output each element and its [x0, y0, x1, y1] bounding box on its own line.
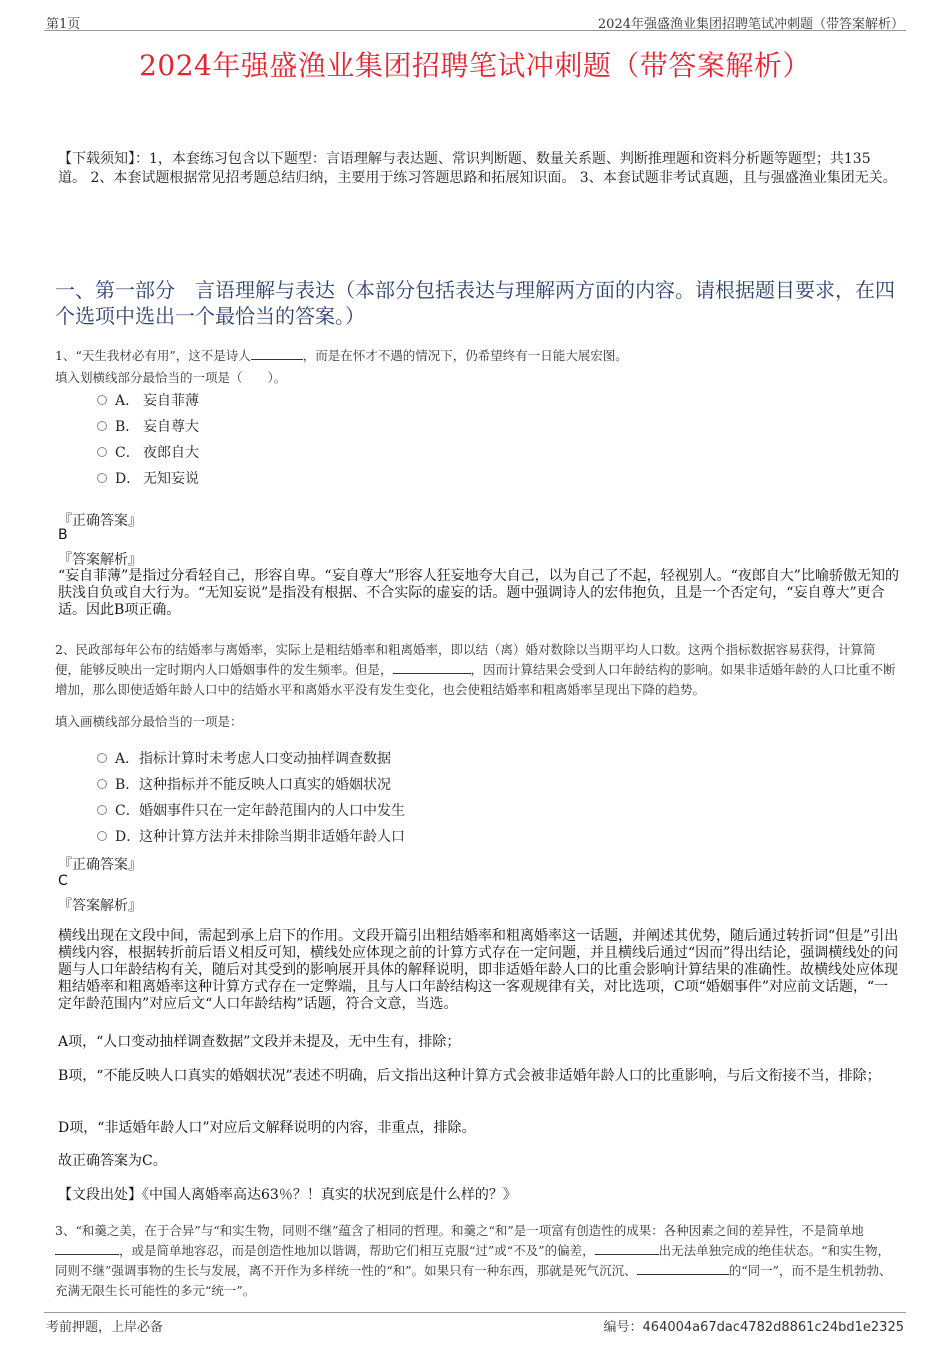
answer-blank — [637, 1262, 729, 1275]
radio-icon[interactable] — [97, 421, 107, 431]
q2-analysis-paragraph: 横线出现在文段中间，需起到承上启下的作用。文段开篇引出粗结婚率和粗离婚率这一话题，并阐述其优势，随后通过转折词“但是”引出横线内容，根据转折前后语义相反可知，横线处应体现之前的计算方式存在一定问题，并且横线后通过“因而”得出结论，强调横线处的问题与人口年龄结构有关，随后对其受到的影响展开具体的解释说明，即非适婚年龄人口的比重会影响计算结果的准确性。故横线处应体现粗结婚率和粗离婚率这种计算方式存在一定弊端，且与人口年龄结构这一客观规律有关，对比选项，C项“婚姻事件”对应前文话题，“一定年龄范围内”对应后文“人口年龄结构”话题，符合文意，当选。 — [58, 928, 899, 1012]
page-number: 第1页 — [46, 17, 81, 32]
q2-answer-label: 『正确答案』 — [58, 857, 142, 873]
download-notice: 【下载须知】：1，本套练习包含以下题型：言语理解与表达题、常识判断题、数量关系题、判断推理题和资料分析题等题型；共135道。 2、本套试题根据常见招考题总结归纳，主要用于练习答题思路和拓展知识面。 3、本套试题非考试真题，且与强盛渔业集团无关。 — [58, 151, 897, 186]
q2-option-d[interactable]: D．这种计算方法并未排除当期非适婚年龄人口 — [97, 826, 405, 846]
q2-analysis-option-a: A项，“人口变动抽样调查数据”文段并未提及，无中生有，排除； — [58, 1034, 461, 1050]
header-doc-title: 2024年强盛渔业集团招聘笔试冲刺题（带答案解析） — [597, 17, 904, 32]
q2-option-a[interactable]: A．指标计算时未考虑人口变动抽样调查数据 — [97, 748, 391, 768]
document-title: 2024年强盛渔业集团招聘笔试冲刺题（带答案解析） — [139, 49, 811, 82]
q2-answer: C — [58, 873, 68, 889]
q2-analysis-label: 『答案解析』 — [58, 898, 142, 914]
page-footer — [44, 1312, 906, 1333]
radio-icon[interactable] — [97, 805, 107, 815]
q1-answer-label: 『正确答案』 — [58, 513, 142, 529]
question-1-stem: 1、“天生我材必有用”，这不是诗人 ，而是在怀才不遇的情况下，仍希望终有一日能大展宏图。 — [55, 348, 628, 363]
question-3-stem: 3、“和羹之美，在于合异”与“和实生物，同则不继”蕴含了相同的哲理。和羹之“和”是一项富有创造性的成果：各种因素之间的差异性，不是简单地，或是简单地容忍，而是创造性地加以谐调，帮助它们相互克服“过”或“不及”的偏差， 出无法单独完成的绝佳状态。“和实生物，同则不继”强调事物的生长与发展，离不开作为多样统一性的“和”。如果只有一种东西，那就是死气沉沉、 的“同一”，而不是生机勃勃、充满无限生长可能性的多元“统一”。 — [55, 1223, 892, 1298]
radio-icon[interactable] — [97, 753, 107, 763]
radio-icon[interactable] — [97, 447, 107, 457]
q1-option-d[interactable]: D． 无知妄说 — [97, 468, 199, 488]
question-1-prompt: 填入划横线部分最恰当的一项是（ ）。 — [55, 370, 287, 385]
page-header — [44, 10, 906, 31]
answer-blank — [393, 661, 471, 674]
question-2-prompt: 填入画横线部分最恰当的一项是： — [55, 714, 243, 729]
answer-blank — [55, 1242, 119, 1255]
footer-slogan: 考前押题，上岸必备 — [46, 1320, 164, 1335]
q1-option-b[interactable]: B． 妄自尊大 — [97, 416, 199, 436]
q1-answer: B — [58, 527, 68, 543]
q2-option-c[interactable]: C．婚姻事件只在一定年龄范围内的人口中发生 — [97, 800, 405, 820]
q2-source: 【文段出处】《中国人离婚率高达63％？！真实的状况到底是什么样的？》 — [58, 1187, 517, 1203]
q2-option-b[interactable]: B．这种指标并不能反映人口真实的婚姻状况 — [97, 774, 391, 794]
radio-icon[interactable] — [97, 473, 107, 483]
q2-conclusion: 故正确答案为C。 — [58, 1153, 167, 1169]
radio-icon[interactable] — [97, 831, 107, 841]
q1-option-c[interactable]: C． 夜郎自大 — [97, 442, 199, 462]
q2-analysis-option-d: D项，“非适婚年龄人口”对应后文解释说明的内容，非重点，排除。 — [58, 1120, 476, 1136]
answer-blank — [595, 1242, 659, 1255]
q2-analysis-option-b: B项，“不能反映人口真实的婚姻状况”表述不明确，后文指出这种计算方式会被非适婚年龄人口的比重影响，与后文衔接不当，排除； — [58, 1068, 881, 1084]
section-title: 一、第一部分 言语理解与表达（本部分包括表达与理解两方面的内容。请根据题目要求，在四个选项中选出一个最恰当的答案。） — [55, 278, 895, 328]
radio-icon[interactable] — [97, 395, 107, 405]
q1-analysis: “妄自菲薄”是指过分看轻自己，形容自卑。“妄自尊大”形容人狂妄地夸大自己，以为自己了不起，轻视别人。“夜郎自大”比喻骄傲无知的肤浅自负或自大行为。“无知妄说”是指没有根据、不合实际的虚妄的话。题中强调诗人的宏伟抱负，且是一个否定句，“妄自尊大”更合适。因此B项正确。 — [58, 568, 899, 618]
footer-code: 编号：464004a67dac4782d8861c24bd1e2325 — [603, 1320, 904, 1335]
question-2-stem: 2、民政部每年公布的结婚率与离婚率，实际上是粗结婚率和粗离婚率，即以结（离）婚对数除以当期平均人口数。这两个指标数据容易获得，计算简便，能够反映出一定时期内人口婚姻事件的发生频率。但是， ，因而计算结果会受到人口年龄结构的影响。如果非适婚年龄的人口比重不断增加，那么即使适婚年龄人口中的结婚水平和离婚水平没有发生变化，也会使粗结婚率和粗离婚率呈现出下降的趋势。 — [55, 642, 896, 697]
q1-analysis-label: 『答案解析』 — [58, 552, 142, 568]
q1-option-a[interactable]: A． 妄自菲薄 — [97, 390, 199, 410]
answer-blank — [251, 347, 303, 360]
radio-icon[interactable] — [97, 779, 107, 789]
